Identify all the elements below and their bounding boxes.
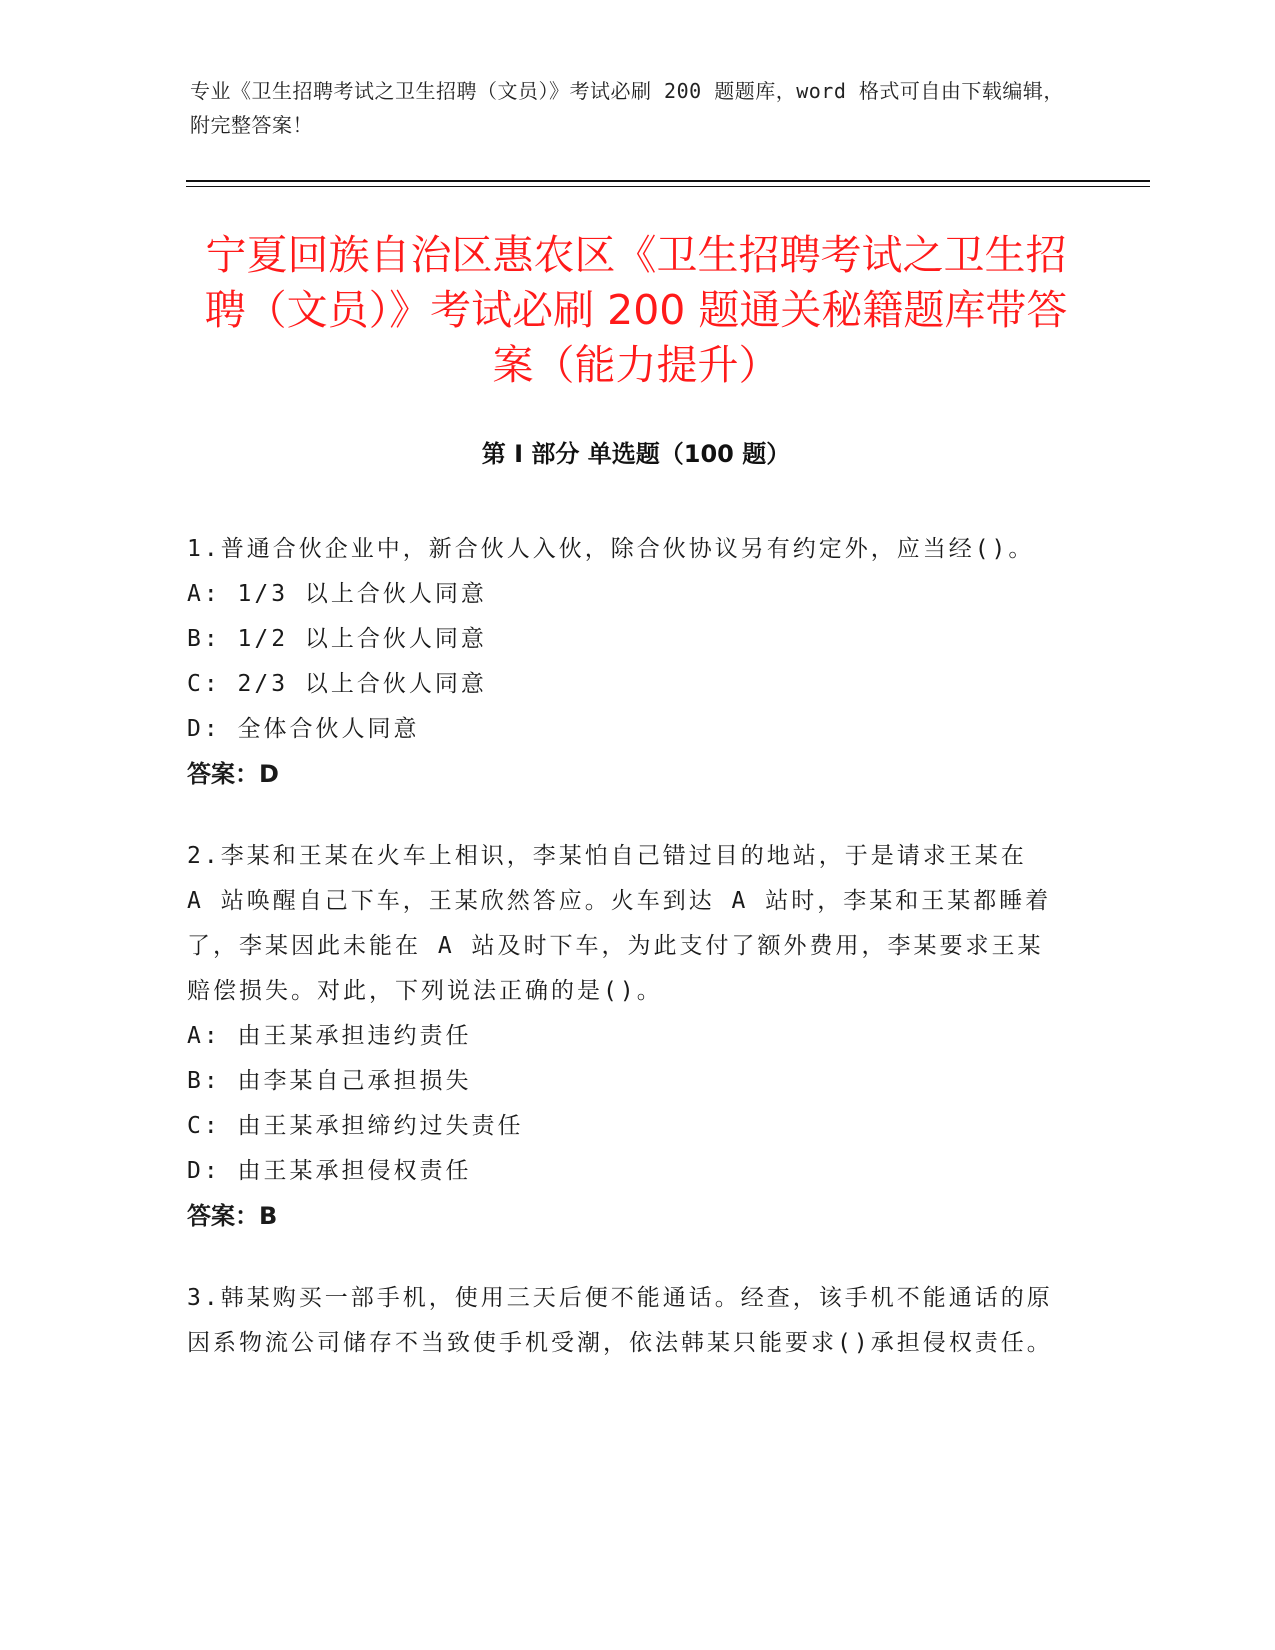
option-a: A: 1/3 以上合伙人同意 xyxy=(187,581,487,607)
header-note: 专业《卫生招聘考试之卫生招聘（文员）》考试必刷 200 题题库，word 格式可自由下载编辑，附完整答案！ xyxy=(190,79,1064,137)
document-title: 宁夏回族自治区惠农区《卫生招聘考试之卫生招聘（文员）》考试必刷 200 题通关秘籍题库带答案（能力提升） xyxy=(204,231,1068,389)
option-d: D: 全体合伙人同意 xyxy=(187,716,420,742)
question-3 xyxy=(187,1276,1057,1366)
question-list xyxy=(187,527,1057,1403)
option-a: A: 由王某承担违约责任 xyxy=(187,1023,472,1049)
answer: 答案：D xyxy=(187,760,279,788)
question-stem: 2.李某和王某在火车上相识，李某怕自己错过目的地站，于是请求王某在 A 站唤醒自己下车，王某欣然答应。火车到达 A 站时，李某和王某都睡着了，李某因此未能在 A 站及时下车，为此支付了额外费用，李某要求王某赔偿损失。对此，下列说法正确的是()。 xyxy=(187,843,1052,1004)
option-b: B: 由李某自己承担损失 xyxy=(187,1068,472,1094)
header-rule-thick xyxy=(186,180,1150,182)
section-title: 第 I 部分 单选题（100 题） xyxy=(481,440,791,468)
option-b: B: 1/2 以上合伙人同意 xyxy=(187,626,487,652)
option-c: C: 2/3 以上合伙人同意 xyxy=(187,671,487,697)
option-d: D: 由王某承担侵权责任 xyxy=(187,1158,472,1184)
answer: 答案：B xyxy=(187,1202,278,1230)
question-stem: 1.普通合伙企业中，新合伙人入伙，除合伙协议另有约定外，应当经()。 xyxy=(187,536,1035,562)
header-rule-thin xyxy=(186,186,1150,187)
question-2 xyxy=(187,834,1057,1239)
question-stem: 3.韩某购买一部手机，使用三天后便不能通话。经查，该手机不能通话的原因系物流公司储存不当致使手机受潮，依法韩某只能要求()承担侵权责任。 xyxy=(187,1285,1053,1356)
question-1 xyxy=(187,527,1057,797)
option-c: C: 由王某承担缔约过失责任 xyxy=(187,1113,524,1139)
